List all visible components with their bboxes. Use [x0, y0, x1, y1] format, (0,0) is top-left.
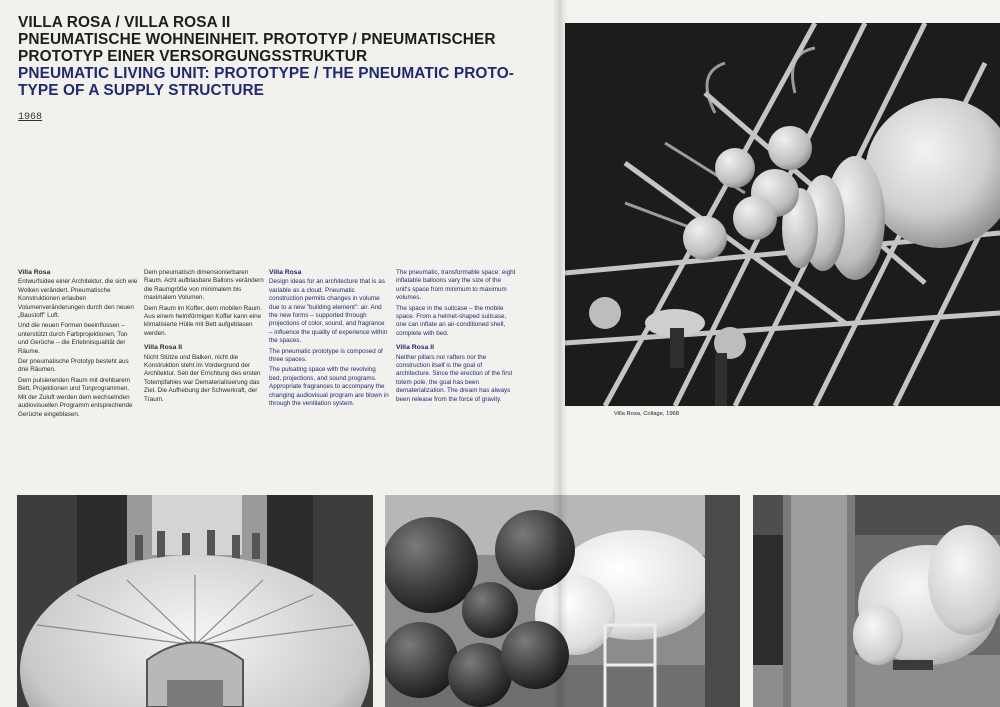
paragraph: Entwurfsidee einer Architektur, die sich wie Wolken verändert. Pneumatische Konstruktionen erlauben Volumenveränderungen durch den neuen „Baustoff" Luft. — [18, 278, 138, 320]
photo-caption: Villa Rosa, Collage, 1968 — [614, 411, 679, 417]
interior-photo — [17, 495, 373, 707]
paragraph: Dem Raum im Koffer, dem mobilen Raum. Aus einem helmförmigen Koffer kann eine klimatisierte Hülle mit Bett aufgeblasen werden. — [144, 304, 263, 337]
column-hall-photo — [753, 495, 1000, 707]
paragraph: The pneumatic prototype is composed of three spaces. — [269, 347, 383, 364]
title-de-line: PROTOTYP EINER VERSORGUNGSSTRUKTUR — [18, 48, 368, 65]
title-de-line: VILLA ROSA / VILLA ROSA II — [18, 14, 231, 31]
column-german-1 — [18, 269, 138, 421]
column-english-2 — [396, 269, 516, 406]
paragraph: Design ideas for an architecture that is as variable as a cloud. Pneumatic construction permits changes in volume due to a new "building element": air. And the new forms – supported through projections of color, sound, and fragrance – influence the quality of experience within the spaces. — [269, 278, 388, 345]
collage-photo — [565, 23, 1000, 406]
title-block — [18, 14, 548, 99]
paragraph: The pulsating space with the revolving bed, projections, and sound programs. Appropriate fragrances to accompany the changing audiovisual program are blown in through the ventilation system. — [269, 366, 389, 408]
column-heading: Villa Rosa — [18, 269, 51, 276]
paragraph: Dem pulsierenden Raum mit drehbarem Bett, Projektionen und Tonprogrammen. Mit der Zuluft werden dem wechselnden audiovisuellen Programm entsprechende Gerüche eingeblasen. — [18, 376, 133, 418]
paragraph: Der pneumatische Prototyp besteht aus drei Räumen. — [18, 358, 129, 374]
paragraph: The pneumatic, transformable space: eight inflatable balloons vary the size of the unit's space from minimum to maximum volumes. — [396, 269, 516, 302]
title-en-line: PNEUMATIC LIVING UNIT: PROTOTYPE / THE PNEUMATIC PROTO- — [18, 65, 515, 82]
column-heading: Villa Rosa II — [396, 344, 435, 352]
paragraph: The space in the suitcase – the mobile space. From a helmet-shaped suitcase, one can inflate an air-conditioned shell, complete with bed. — [396, 304, 507, 337]
book-gutter — [552, 0, 568, 707]
title-de-line: PNEUMATISCHE WOHNEINHEIT. PROTOTYP / PNEUMATISCHER — [18, 31, 496, 48]
column-heading: Villa Rosa II — [144, 344, 183, 352]
paragraph: Nicht Stütze und Balken, nicht die Konstruktion steht im Vordergrund der Architektur. Seit der Errichtung des ersten Totempfahles war Dematerialisierung das Ziel. Die Aufhebung der Schwerkraft, der Traum. — [144, 353, 261, 403]
paragraph: Und die neuen Formen beeinflussen – unterstützt durch Farbprojektionen, Ton und Gerüche – die Erlebnisqualität der Räume. — [18, 322, 128, 355]
year-label: 1968 — [18, 112, 43, 123]
paragraph: Dem pneumatisch dimensionierbaren Raum. Acht aufblasbare Ballons verändern die Raumgröße von minimalem bis maximalem Volumen. — [144, 269, 264, 302]
column-german-2 — [144, 269, 264, 406]
column-heading: Villa Rosa — [269, 269, 302, 276]
title-en-line: TYPE OF A SUPPLY STRUCTURE — [18, 82, 265, 99]
paragraph: Neither pillars nor rafters nor the construction itself is the goal of architecture. Since the erection of the first totem pole, the goal has been dematerialization. The dream has always been release from the force of gravity. — [396, 353, 513, 403]
column-english-1 — [269, 269, 389, 411]
